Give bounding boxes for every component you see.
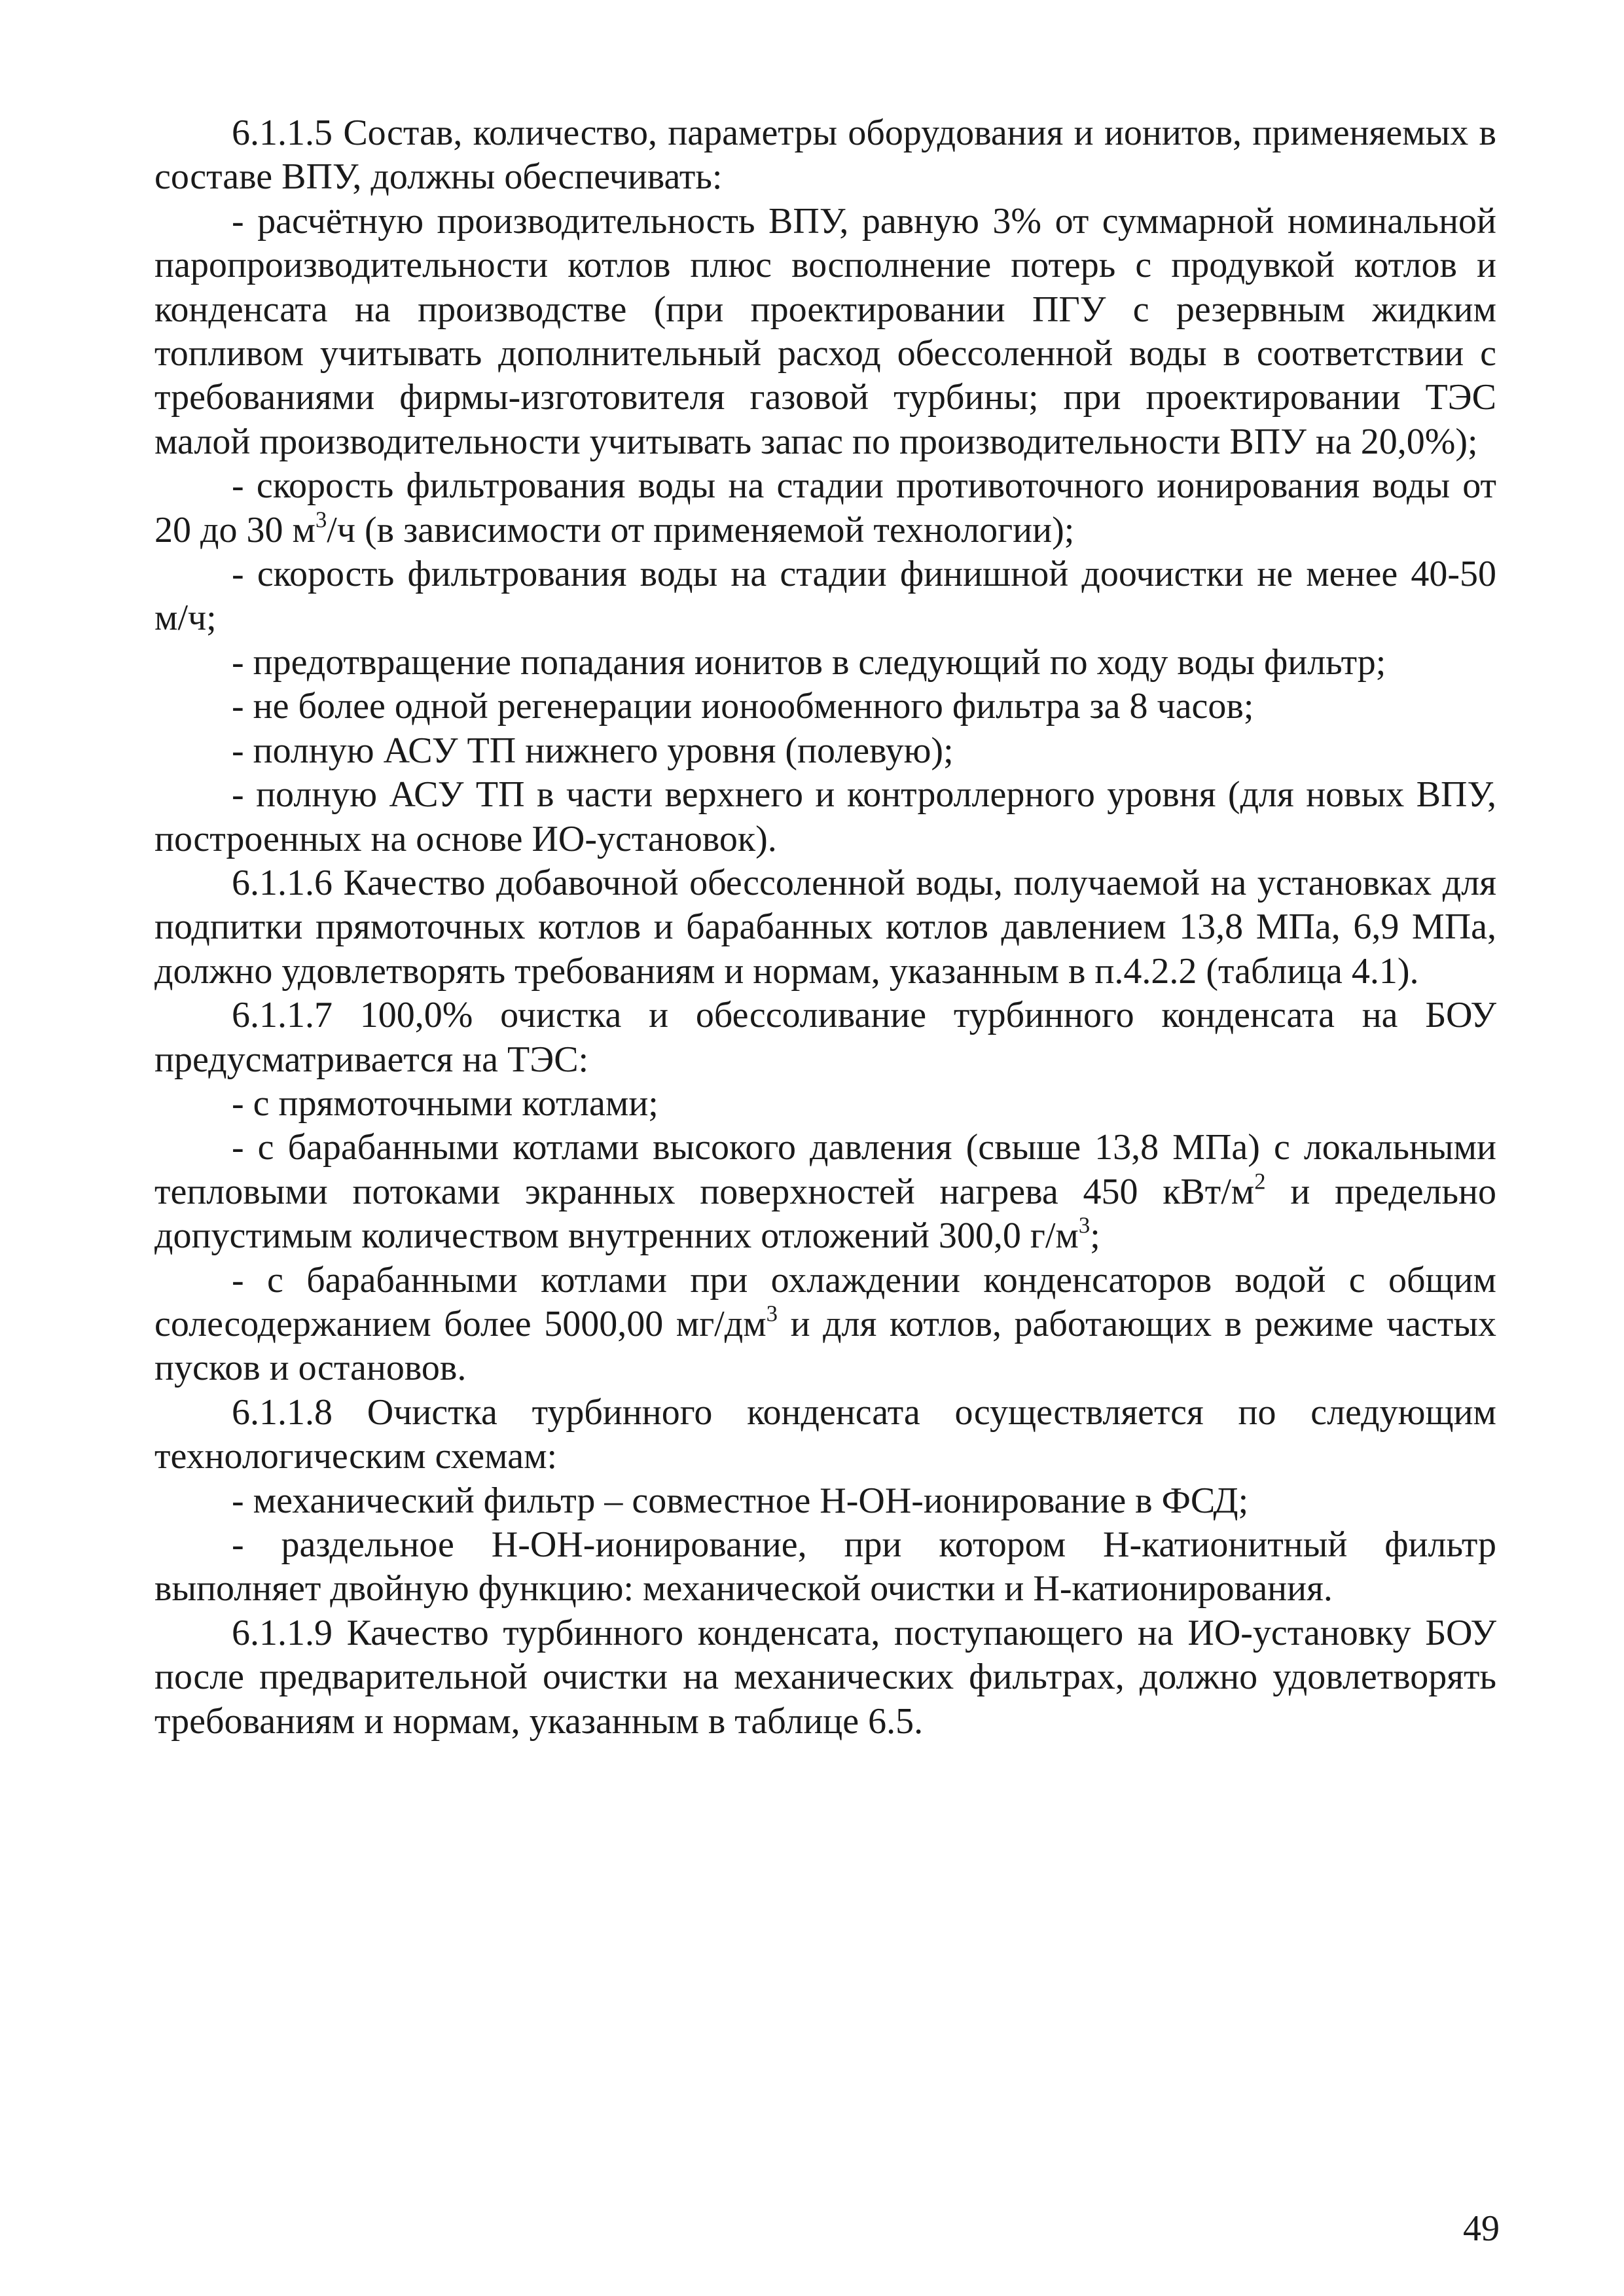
list-item-ionite-prevention: - предотвращение попадания ионитов в следующий по ходу воды фильтр;: [232, 641, 1386, 683]
text-span: - скорость фильтрования воды на стадии противоточного ионирования воды от 20 до 30 м: [154, 465, 1496, 550]
text-span: ;: [1090, 1215, 1100, 1257]
list-item-filtration-speed-final: - скорость фильтрования воды на стадии финишной доочистки не менее 40-50 м/ч;: [154, 554, 1496, 639]
paragraph-6-1-1-7: 6.1.1.7 100,0% очистка и обессоливание турбинного конденсата на БОУ предусматривается на ТЭС:: [154, 995, 1496, 1080]
text-span: - с барабанными котлами высокого давления (свыше 13,8 МПа) с локальными тепловыми потоками экранных поверхностей нагрева 450 кВт/м: [154, 1127, 1496, 1212]
text-span: - с барабанными котлами при охлаждении конденсаторов водой с общим солесодержанием более 5000,00 мг/дм: [154, 1259, 1496, 1344]
list-item-acs-upper: - полную АСУ ТП в части верхнего и контроллерного уровня (для новых ВПУ, построенных на основе ИО-установок).: [154, 774, 1496, 859]
text-span: и предельно допустимым количеством внутренних отложений 300,0 г/м: [154, 1171, 1496, 1257]
list-item-regeneration: - не более одной регенерации ионообменного фильтра за 8 часов;: [232, 686, 1254, 727]
superscript: 3: [1078, 1212, 1091, 1238]
paragraph-6-1-1-5: 6.1.1.5 Состав, количество, параметры оборудования и ионитов, применяемых в составе ВПУ, должны обеспечивать:: [154, 113, 1496, 198]
paragraph-6-1-1-8: 6.1.1.8 Очистка турбинного конденсата осуществляется по следующим технологическим схемам:: [154, 1391, 1496, 1477]
paragraph-6-1-1-6: 6.1.1.6 Качество добавочной обессоленной воды, получаемой на установках для подпитки прямоточных котлов и барабанных котлов давлением 13,8 МПа, 6,9 МПа, должно удовлетворять требованиям и нормам, указанным в п.4.2.2 (таблица 4.1).: [154, 862, 1496, 992]
superscript: 3: [315, 507, 327, 533]
list-item-mechanical-filter: - механический фильтр – совместное Н-ОН-ионирование в ФСД;: [232, 1480, 1249, 1521]
superscript: 3: [766, 1300, 778, 1327]
list-item-capacity: - расчётную производительность ВПУ, равную 3% от суммарной номинальной паропроизводительности котлов плюс восполнение потерь с продувкой котлов и конденсата на производстве (при проектировании ПГУ с резервным жидким топливом учитывать дополнительный расход обессоленной воды в соответствии с требованиями фирмы-изготовителя газовой турбины; при проектировании ТЭС малой производительности учитывать запас по производительности ВПУ на 20,0%);: [154, 200, 1496, 462]
list-item-once-through-boilers: - с прямоточными котлами;: [232, 1083, 659, 1124]
list-item-acs-lower: - полную АСУ ТП нижнего уровня (полевую);: [232, 730, 954, 771]
list-item-separate-ionization: - раздельное Н-ОН-ионирование, при котором Н-катионитный фильтр выполняет двойную функцию: механической очистки и Н-катионирования.: [154, 1524, 1496, 1609]
page-number: 49: [1463, 2208, 1500, 2249]
document-body: [154, 111, 1496, 1744]
list-item-drum-boilers-high-pressure: [154, 1126, 1496, 1258]
superscript: 2: [1254, 1168, 1266, 1194]
list-item-filtration-speed-counterflow: [154, 464, 1496, 552]
list-item-drum-boilers-cooling: [154, 1259, 1496, 1391]
paragraph-6-1-1-9: 6.1.1.9 Качество турбинного конденсата, поступающего на ИО-установку БОУ после предварительной очистки на механических фильтрах, должно удовлетворять требованиям и нормам, указанным в таблице 6.5.: [154, 1612, 1496, 1742]
text-span: и для котлов, работающих в режиме частых пусков и остановов.: [154, 1303, 1496, 1389]
text-span: /ч (в зависимости от применяемой технологии);: [327, 509, 1075, 550]
